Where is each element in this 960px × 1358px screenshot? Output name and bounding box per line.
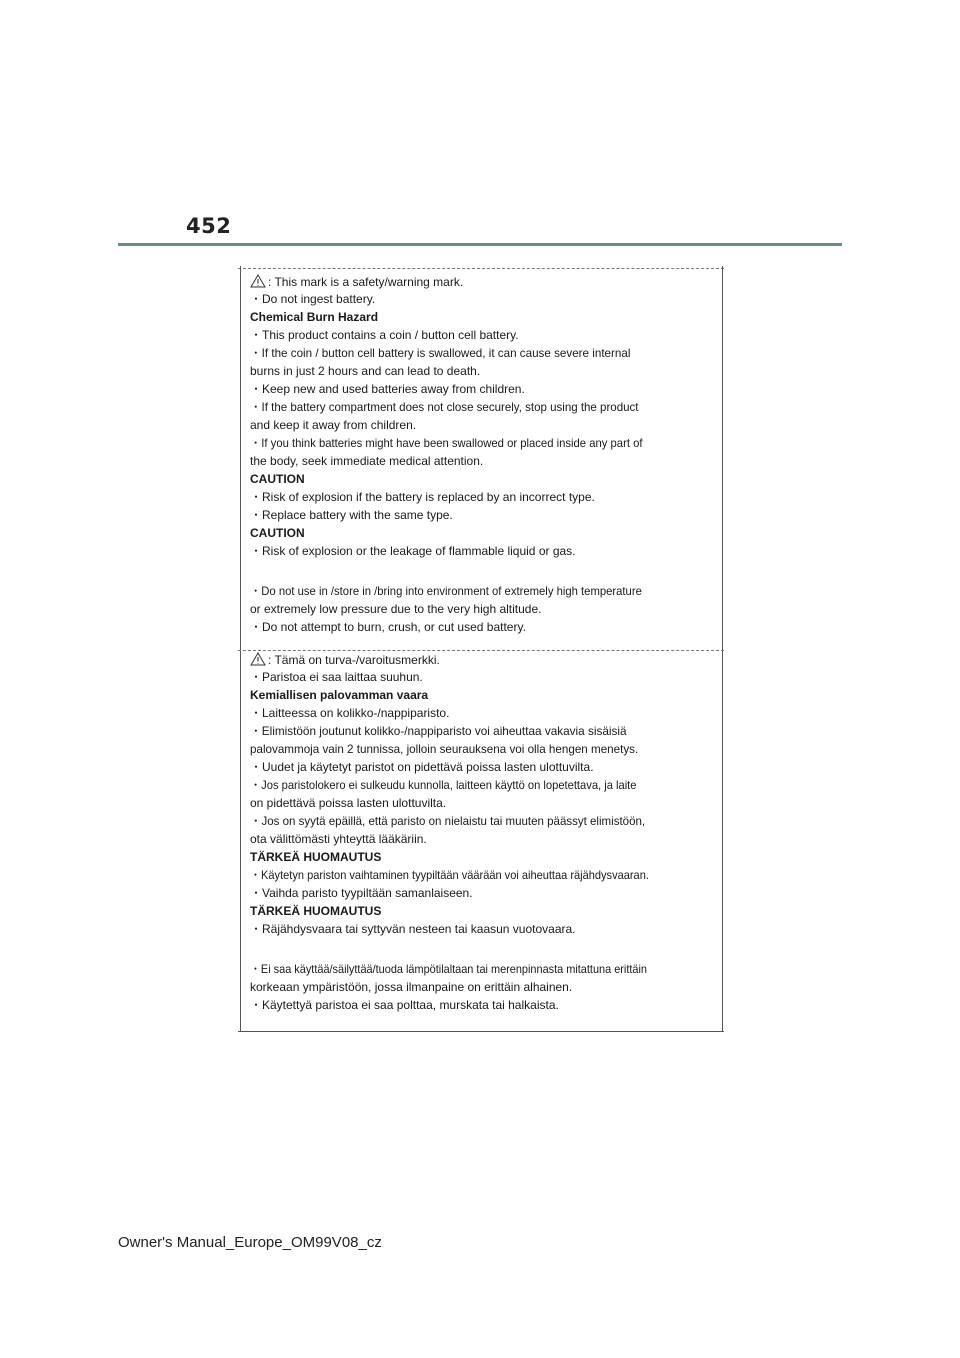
text-line: ・Keep new and used batteries away from children. [250, 382, 525, 396]
section-heading: CAUTION [250, 472, 305, 486]
text-line: ・If the battery compartment does not close securely, stop using the product [250, 400, 639, 414]
section-heading: CAUTION [250, 526, 305, 540]
text-line: ・Uudet ja käytetyt paristot on pidettävä poissa lasten ulottuvilta. [250, 760, 594, 774]
text-line: ・Risk of explosion or the leakage of flammable liquid or gas. [250, 544, 576, 558]
text-line: ・If you think batteries might have been swallowed or placed inside any part of [250, 436, 643, 450]
text-line: ・This product contains a coin / button cell battery. [250, 328, 519, 342]
text-line: ・Do not attempt to burn, crush, or cut used battery. [250, 620, 526, 634]
left-border [240, 266, 241, 1032]
warning-mark-text: : Tämä on turva-/varoitusmerkki. [268, 653, 440, 667]
page-number: 452 [186, 214, 232, 238]
bottom-border [238, 1031, 724, 1032]
text-line: and keep it away from children. [250, 418, 417, 432]
top-dashed-border [238, 268, 724, 269]
text-line: ・Do not use in /store in /bring into environment of extremely high temperature [250, 584, 642, 598]
right-border [722, 266, 723, 1032]
section-heading: Chemical Burn Hazard [250, 310, 379, 324]
text-line: palovammoja vain 2 tunnissa, jolloin seurauksena voi olla hengen menetys. [250, 742, 639, 756]
text-line: the body, seek immediate medical attention. [250, 454, 484, 468]
warning-mark-text: : This mark is a safety/warning mark. [268, 275, 464, 289]
warning-triangle-icon [250, 652, 266, 666]
text-line: ・Vaihda paristo tyypiltään samanlaiseen. [250, 886, 473, 900]
header-rule [118, 243, 842, 246]
text-line: ・Räjähdysvaara tai syttyvän nesteen tai kaasun vuotovaara. [250, 922, 576, 936]
warning-triangle-icon [250, 274, 266, 288]
text-line: ・Risk of explosion if the battery is replaced by an incorrect type. [250, 490, 595, 504]
warning-mark-line [250, 274, 463, 289]
text-line: ・Ei saa käyttää/säilyttää/tuoda lämpötilaltaan tai merenpinnasta mitattuna erittäin [250, 962, 647, 976]
text-line: burns in just 2 hours and can lead to death. [250, 364, 481, 378]
section-heading: Kemiallisen palovamman vaara [250, 688, 429, 702]
text-line: ・Laitteessa on kolikko-/nappiparisto. [250, 706, 450, 720]
warning-mark-line [250, 652, 440, 667]
section-heading: TÄRKEÄ HUOMAUTUS [250, 904, 382, 918]
footer-manual-id: Owner's Manual_Europe_OM99V08_cz [118, 1234, 382, 1251]
text-line: ・Jos paristolokero ei sulkeudu kunnolla, laitteen käyttö on lopetettava, ja laite [250, 778, 637, 792]
section-divider [238, 650, 724, 651]
text-line: ・Käytettyä paristoa ei saa polttaa, murskata tai halkaista. [250, 998, 559, 1012]
text-line: ・Jos on syytä epäillä, että paristo on nielaistu tai muuten päässyt elimistöön, [250, 814, 646, 828]
text-line: ・If the coin / button cell battery is swallowed, it can cause severe internal [250, 346, 631, 360]
scanned-label-image [238, 266, 724, 1032]
text-line: ・Paristoa ei saa laittaa suuhun. [250, 670, 423, 684]
text-line: or extremely low pressure due to the very high altitude. [250, 602, 542, 616]
text-line: ota välittömästi yhteyttä lääkäriin. [250, 832, 427, 846]
text-line: ・Käytetyn pariston vaihtaminen tyypiltään väärään voi aiheuttaa räjähdysvaaran. [250, 868, 649, 882]
section-heading: TÄRKEÄ HUOMAUTUS [250, 850, 382, 864]
text-line: on pidettävä poissa lasten ulottuvilta. [250, 796, 447, 810]
text-line: ・Do not ingest battery. [250, 292, 376, 306]
text-line: korkeaan ympäristöön, jossa ilmanpaine on erittäin alhainen. [250, 980, 573, 994]
text-line: ・Replace battery with the same type. [250, 508, 453, 522]
text-line: ・Elimistöön joutunut kolikko-/nappiparisto voi aiheuttaa vakavia sisäisiä [250, 724, 627, 738]
